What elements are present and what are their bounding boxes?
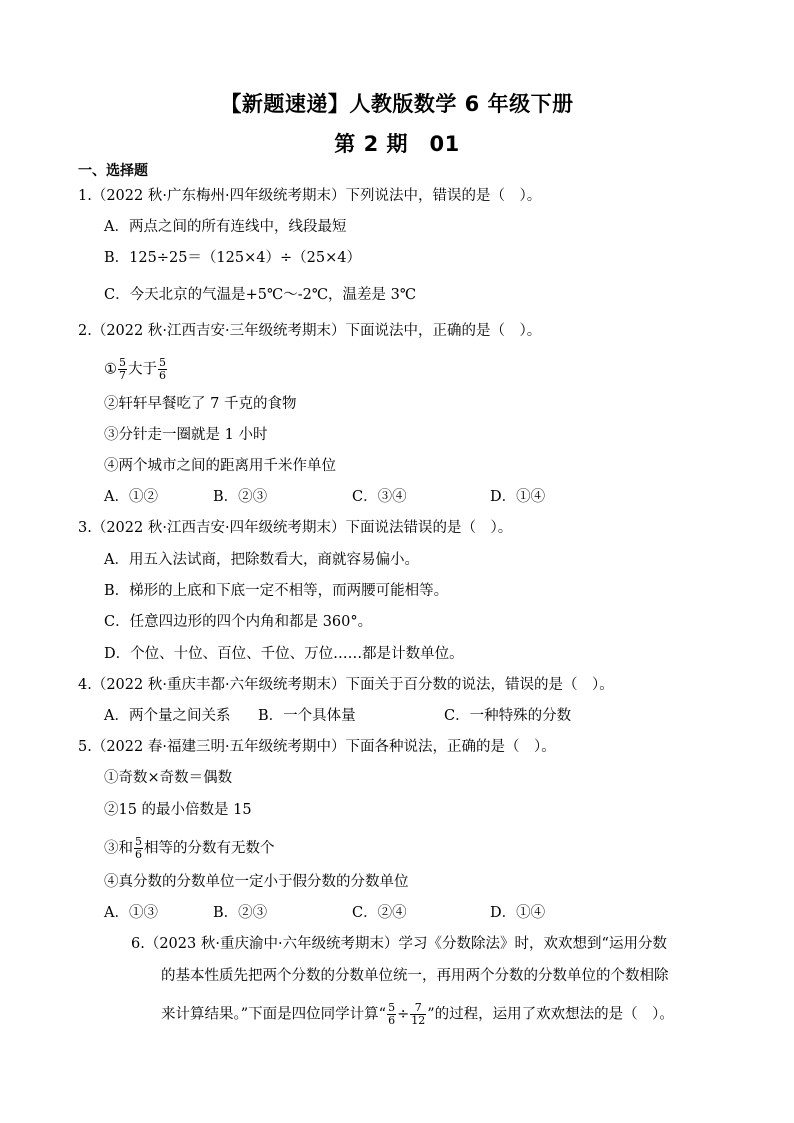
q3-option-d: D．个位、十位、百位、千位、万位……都是计数单位。 — [104, 646, 464, 662]
q6-line-2: 的基本性质先把两个分数的分数单位统一，再用两个分数的分数单位的个数相除 — [161, 968, 669, 984]
q4-option-c: C．一种特殊的分数 — [444, 708, 572, 724]
q5-stem: 5.（2022 春·福建三明·五年级统考期中）下面各种说法，正确的是（ ）。 — [78, 739, 556, 755]
q6-line-3-suffix: ”的过程，运用了欢欢想法的是（ ）。 — [427, 1006, 674, 1023]
q3-option-c: C．任意四边形的四个内角和都是 360°。 — [104, 614, 373, 630]
q5-s3-suffix: 相等的分数有无数个 — [144, 840, 275, 857]
q2-option-c: C．③④ — [352, 489, 407, 505]
fraction-denominator: 6 — [135, 848, 142, 861]
q4-stem: 4.（2022 秋·重庆丰都·六年级统考期末）下面关于百分数的说法，错误的是（ ）。 — [78, 677, 614, 693]
q6-operator: ÷ — [397, 1006, 410, 1023]
q5-statement-3 — [104, 836, 275, 861]
fraction-denominator: 12 — [411, 1014, 426, 1027]
q2-s1-prefix: ① — [104, 361, 117, 378]
fraction-denominator: 6 — [388, 1014, 396, 1027]
q2-s1-mid: 大于 — [128, 361, 157, 378]
q2-statement-3: ③分针走一圈就是 1 小时 — [104, 427, 268, 443]
q5-statement-1: ①奇数×奇数＝偶数 — [104, 770, 233, 786]
q1-stem: 1.（2022 秋·广东梅州·四年级统考期末）下列说法中，错误的是（ ）。 — [78, 188, 542, 204]
page-subtitle: 第 2 期 01 — [334, 132, 460, 156]
fraction-numerator: 5 — [388, 1001, 396, 1014]
q3-option-b: B．梯形的上底和下底一定不相等，而两腰可能相等。 — [104, 583, 449, 599]
q5-statement-4: ④真分数的分数单位一定小于假分数的分数单位 — [104, 874, 409, 890]
q6-fraction-2 — [410, 1002, 426, 1027]
q5-fraction — [134, 836, 143, 861]
q2-option-b: B．②③ — [213, 489, 268, 505]
q5-option-b: B．②③ — [213, 905, 268, 921]
q5-option-c: C．②④ — [352, 905, 407, 921]
q2-option-d: D．①④ — [490, 489, 546, 505]
q2-option-a: A．①② — [104, 489, 158, 505]
fraction-numerator: 5 — [119, 356, 126, 369]
q1-option-c: C．今天北京的气温是+5℃～-2℃，温差是 3℃ — [104, 287, 417, 303]
q2-statement-1 — [104, 357, 168, 382]
fraction-numerator: 7 — [410, 1002, 426, 1015]
q5-statement-2: ②15 的最小倍数是 15 — [104, 802, 252, 818]
fraction-denominator: 6 — [159, 369, 166, 382]
q3-stem: 3.（2022 秋·江西吉安·四年级统考期末）下面说法错误的是（ ）。 — [78, 520, 513, 536]
q2-stem: 2.（2022 秋·江西吉安·三年级统考期末）下面说法中，正确的是（ ）。 — [78, 323, 542, 339]
q2-statement-2: ②轩轩早餐吃了 7 千克的食物 — [104, 396, 297, 412]
q4-option-b: B．一个具体量 — [258, 708, 356, 724]
q2-fraction-1 — [118, 357, 127, 382]
q1-option-b: B．125÷25＝（125×4）÷（25×4） — [104, 250, 361, 266]
fraction-denominator: 7 — [119, 369, 126, 382]
q2-fraction-2 — [158, 357, 167, 382]
fraction-numerator: 5 — [159, 356, 166, 369]
section-heading: 一、选择题 — [78, 163, 148, 179]
q3-option-a: A．用五入法试商，把除数看大，商就容易偏小。 — [104, 552, 419, 568]
q1-option-a: A．两点之间的所有连线中，线段最短 — [104, 219, 347, 235]
q5-option-d: D．①④ — [490, 905, 546, 921]
q5-option-a: A．①③ — [104, 905, 158, 921]
q4-option-a: A．两个量之间关系 — [104, 708, 231, 724]
q6-line-1: 6.（2023 秋·重庆渝中·六年级统考期末）学习《分数除法》时，欢欢想到“运用分数 — [131, 936, 667, 952]
q6-fraction-1 — [387, 1002, 396, 1027]
fraction-numerator: 5 — [135, 835, 142, 848]
q6-line-3 — [161, 1002, 674, 1027]
page-title: 【新题速递】人教版数学 6 年级下册 — [220, 92, 574, 116]
q2-statement-4: ④两个城市之间的距离用千米作单位 — [104, 458, 336, 474]
q6-line-3-prefix: 来计算结果。”下面是四位同学计算“ — [161, 1006, 387, 1023]
q5-s3-prefix: ③和 — [104, 840, 133, 857]
